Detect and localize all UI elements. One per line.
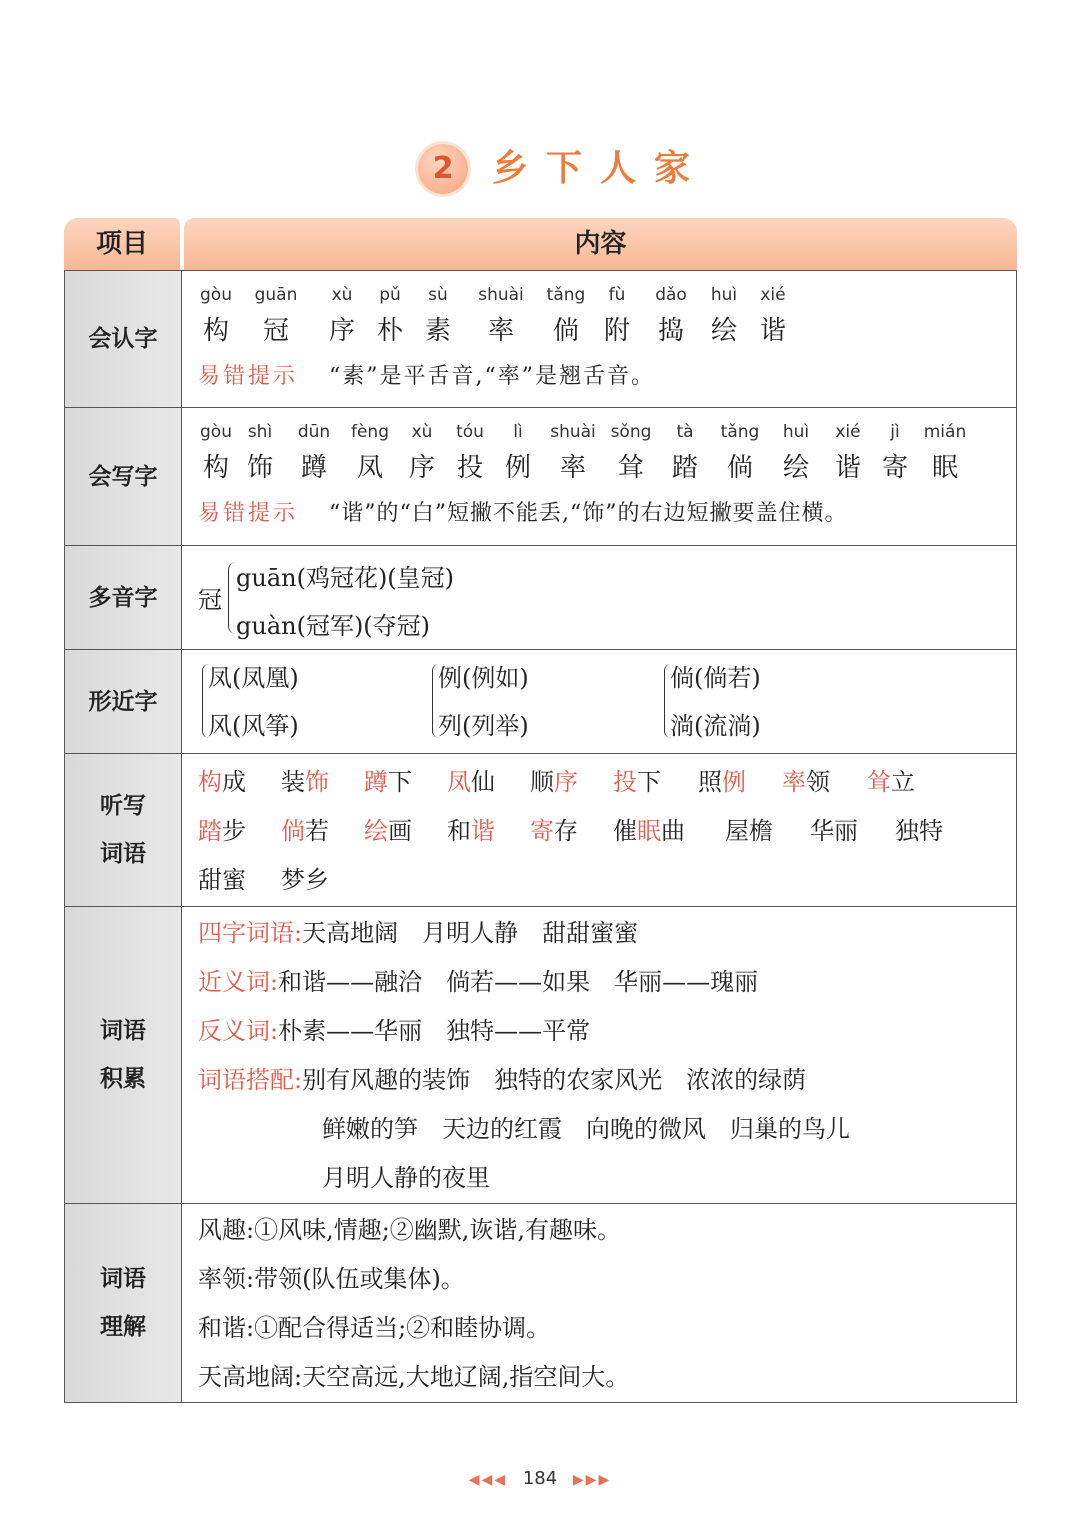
definition-line: 和谐:①配合得适当;②和睦协调。 xyxy=(198,1314,551,1342)
hanzi: 倘 xyxy=(726,453,753,483)
pinyin: fù xyxy=(608,285,626,305)
pinyin: shuài xyxy=(550,422,596,442)
polyphonic-reading-2: guàn(冠军)(夺冠) xyxy=(236,612,431,640)
hanzi: 绘 xyxy=(710,316,737,346)
left-arrows-icon: ◀◀◀ xyxy=(468,1472,508,1488)
word: 倘若 xyxy=(281,817,329,845)
row-label: 词语 xyxy=(100,841,146,867)
word: 甜蜜 xyxy=(198,866,246,894)
row-accumulation xyxy=(64,907,1017,1204)
hanzi: 序 xyxy=(328,316,355,346)
hanzi: 序 xyxy=(408,453,435,483)
row-label: 会认字 xyxy=(65,271,182,407)
hanzi: 附 xyxy=(603,316,630,346)
row-label: 听写 xyxy=(100,793,146,819)
pinyin: mián xyxy=(923,422,967,442)
hanzi: 寄 xyxy=(881,453,908,483)
row-label: 理解 xyxy=(100,1314,146,1340)
tip-label: 易错提示 xyxy=(198,364,299,389)
word: 凤仙 xyxy=(447,768,495,796)
row-similar-chars xyxy=(64,650,1017,754)
word: 华丽 xyxy=(810,817,858,845)
row-polyphonic xyxy=(64,546,1017,650)
word: 耸立 xyxy=(867,768,915,796)
tip-label: 易错提示 xyxy=(198,501,299,526)
pinyin: guān xyxy=(254,285,298,305)
hanzi: 率 xyxy=(487,316,514,346)
word: 和谐 xyxy=(447,817,495,845)
pinyin: pǔ xyxy=(379,285,401,305)
word: 绘画 xyxy=(364,817,412,845)
hanzi-line xyxy=(198,311,1016,351)
row-dictation xyxy=(64,754,1017,907)
hanzi: 谐 xyxy=(834,453,861,483)
error-tip xyxy=(198,492,1016,536)
pinyin: gòu xyxy=(200,422,232,442)
row-recognize-chars xyxy=(64,270,1017,408)
pinyin: lì xyxy=(513,422,523,442)
pinyin: shuài xyxy=(478,285,524,305)
pinyin: gòu xyxy=(200,285,232,305)
row-write-chars xyxy=(64,408,1017,546)
row-label: 词语 xyxy=(100,1018,146,1044)
hanzi: 素 xyxy=(424,316,451,346)
hanzi-line xyxy=(198,448,1016,488)
pinyin: xié xyxy=(835,422,861,442)
hanzi: 捣 xyxy=(657,316,684,346)
pinyin: dǎo xyxy=(655,285,687,305)
hanzi: 率 xyxy=(559,453,586,483)
hanzi: 倘 xyxy=(552,316,579,346)
pinyin: tà xyxy=(676,422,694,442)
word: 顺序 xyxy=(530,768,578,796)
hanzi: 投 xyxy=(456,453,483,483)
lesson-number-badge: 2 xyxy=(418,144,468,194)
page-number: 184 xyxy=(522,1468,558,1489)
accum-line: 四字词语:天高地阔 月明人静 甜甜蜜蜜 xyxy=(198,919,639,947)
word: 构成 xyxy=(198,768,246,796)
polyphonic-reading-1: guān(鸡冠花)(皇冠) xyxy=(236,564,455,592)
pinyin: dūn xyxy=(297,422,331,442)
similar-group: 倘(倘若) 淌(流淌) xyxy=(670,664,761,740)
similar-group: 例(例如) 列(列举) xyxy=(438,664,529,740)
pinyin: sǒng xyxy=(610,422,652,442)
vocab-table xyxy=(64,218,1017,1403)
row-comprehension xyxy=(64,1204,1017,1403)
pinyin: huì xyxy=(782,422,810,442)
right-arrows-icon: ▶▶▶ xyxy=(572,1472,612,1488)
lesson-title-text: 乡下人家 xyxy=(492,148,709,189)
hanzi: 踏 xyxy=(671,453,698,483)
word: 催眠曲 xyxy=(613,817,685,845)
pinyin: fèng xyxy=(350,422,389,442)
hanzi: 谐 xyxy=(759,316,786,346)
similar-group: 凤(凤凰) 风(风筝) xyxy=(208,664,299,740)
row-label: 积累 xyxy=(100,1066,146,1092)
pinyin: jì xyxy=(890,422,900,442)
tip-text: “素”是平舌音,“率”是翘舌音。 xyxy=(329,364,655,389)
hanzi: 构 xyxy=(202,316,229,346)
hanzi: 冠 xyxy=(262,316,289,346)
accum-line: 近义词:和谐——融洽 倘若——如果 华丽——瑰丽 xyxy=(198,968,759,996)
lesson-title xyxy=(0,140,1080,204)
header-content: 内容 xyxy=(184,218,1017,270)
definition-line: 率领:带领(队伍或集体)。 xyxy=(198,1265,465,1293)
definition-line: 天高地阔:天空高远,大地辽阔,指空间大。 xyxy=(198,1363,630,1391)
dictation-words xyxy=(198,758,998,905)
word: 投下 xyxy=(613,768,661,796)
hanzi: 眠 xyxy=(931,453,958,483)
pinyin: huì xyxy=(710,285,738,305)
page-footer xyxy=(0,1468,1080,1489)
pinyin: shì xyxy=(247,422,273,442)
error-tip xyxy=(198,355,1016,399)
hanzi: 例 xyxy=(504,453,531,483)
word: 蹲下 xyxy=(364,768,412,796)
word: 屋檐 xyxy=(725,817,773,845)
word: 照例 xyxy=(698,768,746,796)
pinyin: xié xyxy=(760,285,786,305)
tip-text: “谐”的“白”短撇不能丢,“饰”的右边短撇要盖住横。 xyxy=(329,501,848,526)
accum-line: 词语搭配:别有风趣的装饰 独特的农家风光 浓浓的绿荫 xyxy=(198,1066,807,1094)
definition-line: 风趣:①风味,情趣;②幽默,诙谐,有趣味。 xyxy=(198,1216,622,1244)
table-header xyxy=(64,218,1017,270)
word: 踏步 xyxy=(198,817,246,845)
hanzi: 构 xyxy=(202,453,229,483)
pinyin-line xyxy=(198,285,1016,311)
pinyin: tóu xyxy=(456,422,484,442)
pinyin: xù xyxy=(411,422,433,442)
hanzi: 饰 xyxy=(246,453,273,483)
hanzi: 绘 xyxy=(782,453,809,483)
hanzi: 耸 xyxy=(617,453,644,483)
word: 装饰 xyxy=(281,768,329,796)
word: 寄存 xyxy=(530,817,578,845)
polyphonic-char: 冠 xyxy=(198,586,222,614)
pinyin: sù xyxy=(428,285,448,305)
hanzi: 凤 xyxy=(356,453,383,483)
pinyin: tǎng xyxy=(720,422,760,442)
row-label: 多音字 xyxy=(65,546,182,649)
pinyin: xù xyxy=(331,285,353,305)
accum-line: 反义词:朴素——华丽 独特——平常 xyxy=(198,1017,591,1045)
pinyin-line xyxy=(198,422,1016,448)
hanzi: 朴 xyxy=(376,316,403,346)
row-label: 词语 xyxy=(100,1266,146,1292)
word: 梦乡 xyxy=(281,866,329,894)
accum-line: 鲜嫩的笋 天边的红霞 向晚的微风 归巢的鸟儿 xyxy=(322,1115,850,1143)
row-label: 会写字 xyxy=(65,408,182,545)
pinyin: tǎng xyxy=(546,285,586,305)
word: 独特 xyxy=(895,817,943,845)
hanzi: 蹲 xyxy=(300,453,327,483)
header-item: 项目 xyxy=(64,218,180,270)
word: 率领 xyxy=(782,768,830,796)
row-label: 形近字 xyxy=(65,650,182,753)
accum-line: 月明人静的夜里 xyxy=(322,1164,490,1192)
